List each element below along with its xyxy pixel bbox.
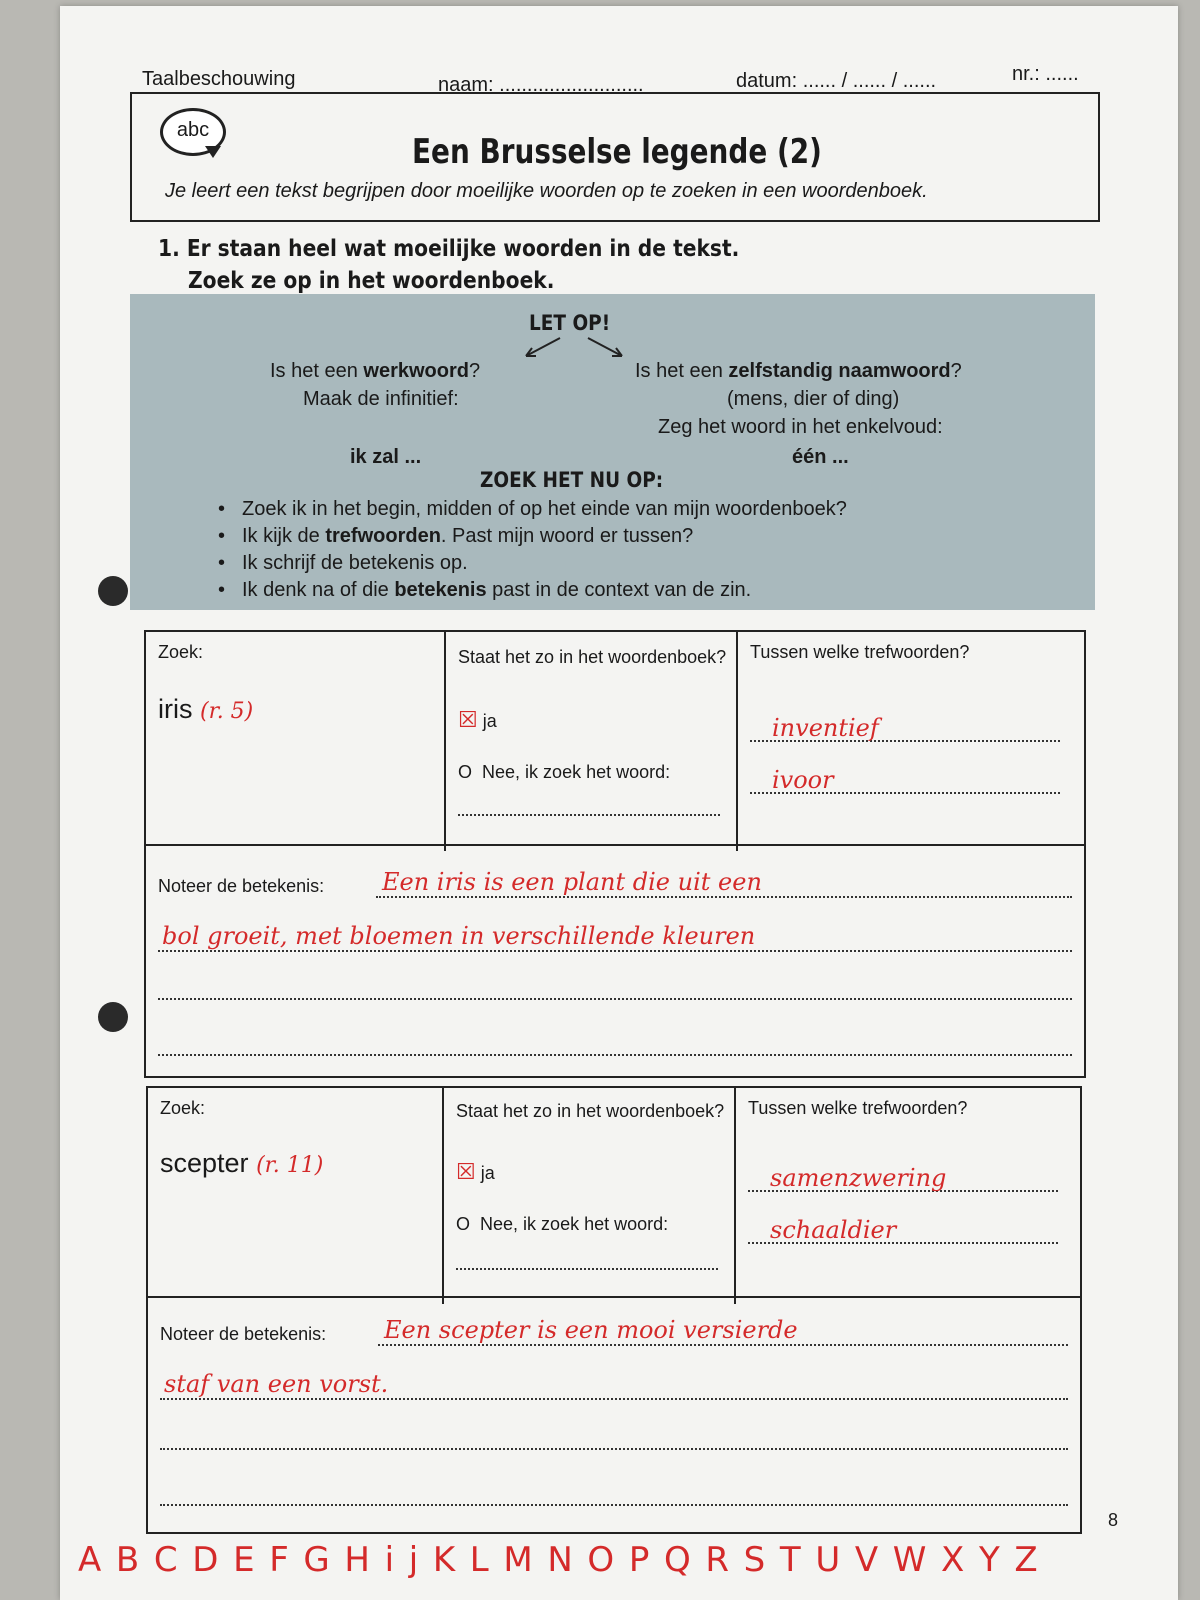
noun-hint: (mens, dier of ding): [727, 388, 900, 410]
headword-line[interactable]: [750, 714, 1060, 742]
noun-example: één ...: [792, 446, 849, 468]
table-divider: [736, 632, 738, 851]
verb-question: Is het een werkwoord?: [270, 360, 481, 382]
date-field: datum: ...... / ...... / ......: [736, 70, 937, 92]
tip-item: • Ik kijk de trefwoorden. Past mijn woord er tussen?: [214, 523, 1074, 550]
table-divider: [148, 1296, 1080, 1298]
option-no[interactable]: O Nee, ik zoek het woord:: [456, 1214, 669, 1234]
alphabet-letter: Y: [978, 1540, 1000, 1580]
headword-line[interactable]: [748, 1216, 1058, 1244]
alphabet-letter: Q: [663, 1540, 691, 1580]
punch-hole: [98, 1002, 128, 1032]
alphabet-letter: L: [469, 1540, 489, 1580]
checked-mark-icon: ☒: [458, 708, 478, 733]
dictionary-question: Staat het zo in het woordenboek?: [458, 647, 727, 667]
meaning-label: Noteer de betekenis:: [160, 1324, 327, 1344]
headword-answer: ivoor: [772, 766, 834, 794]
noun-question: Is het een zelfstandig naamwoord?: [635, 360, 962, 382]
headword-answer: schaaldier: [770, 1216, 897, 1244]
table-divider: [442, 1088, 444, 1304]
alphabet-letter: G: [303, 1540, 330, 1580]
punch-hole: [98, 576, 128, 606]
alphabet-letter: T: [779, 1540, 801, 1580]
exercise-subheading: Zoek ze op in het woordenboek.: [188, 268, 555, 294]
noun-instruction: Zeg het woord in het enkelvoud:: [658, 416, 943, 438]
meaning-line[interactable]: [158, 978, 1072, 1000]
lookup-table-2: [146, 1086, 1082, 1534]
exercise-heading: 1. Er staan heel wat moeilijke woorden in de tekst.: [158, 236, 740, 262]
meaning-line[interactable]: [160, 1484, 1068, 1506]
alphabet-letter: O: [587, 1540, 615, 1580]
alphabet-letter: W: [892, 1540, 927, 1580]
meaning-line[interactable]: [376, 868, 1072, 898]
headword-answer: inventief: [772, 714, 879, 742]
alphabet-letter: R: [705, 1540, 730, 1580]
headword-answer: samenzwering: [770, 1164, 947, 1192]
radio-circle-icon: O: [456, 1214, 471, 1234]
lookup-table-1: [144, 630, 1086, 1078]
meaning-line[interactable]: [160, 1370, 1068, 1400]
dictionary-question: Staat het zo in het woordenboek?: [456, 1101, 725, 1121]
meaning-line[interactable]: [160, 1428, 1068, 1450]
meaning-answer: bol groeit, met bloemen in verschillende kleuren: [162, 922, 756, 950]
meaning-answer: Een iris is een plant die uit een: [382, 868, 762, 896]
meaning-line[interactable]: [158, 1034, 1072, 1056]
zoek-label: Zoek:: [160, 1098, 206, 1118]
alphabet-letter: F: [269, 1540, 289, 1580]
alphabet-letter: V: [854, 1540, 879, 1580]
alphabet-letter: X: [941, 1540, 965, 1580]
name-field: naam: ..........................: [438, 74, 644, 96]
verb-example: ik zal ...: [350, 446, 422, 468]
alphabet-letter: H: [344, 1540, 370, 1580]
arrows-icon: [520, 334, 630, 362]
search-now-heading: ZOEK HET NU OP:: [480, 468, 664, 492]
let-op-label: LET OP!: [529, 311, 611, 335]
option-yes[interactable]: ☒ ja: [458, 708, 497, 733]
alphabet-letter: P: [628, 1540, 650, 1580]
alphabet-letter: M: [503, 1540, 533, 1580]
alphabet-letter: E: [233, 1540, 255, 1580]
alphabet-letter: Z: [1014, 1540, 1038, 1580]
answer-line[interactable]: [458, 814, 720, 816]
alphabet-letter: N: [547, 1540, 573, 1580]
search-word: scepter (r. 11): [160, 1148, 324, 1178]
page-subtitle: Je leert een tekst begrijpen door moeilijke woorden op te zoeken in een woordenboek.: [165, 180, 928, 202]
meaning-line[interactable]: [158, 922, 1072, 952]
between-question: Tussen welke trefwoorden?: [748, 1098, 968, 1118]
alphabet-letter: D: [192, 1540, 219, 1580]
radio-circle-icon: O: [458, 762, 473, 782]
meaning-answer: staf van een vorst.: [164, 1370, 389, 1398]
option-yes[interactable]: ☒ ja: [456, 1160, 495, 1185]
bubble-tail: [205, 146, 221, 158]
alphabet-letter: j: [408, 1540, 419, 1580]
zoek-label: Zoek:: [158, 642, 204, 662]
answer-line[interactable]: [456, 1268, 718, 1270]
headword-line[interactable]: [750, 766, 1060, 794]
headword-line[interactable]: [748, 1164, 1058, 1192]
alphabet-letter: i: [384, 1540, 395, 1580]
handwritten-alphabet: [78, 1540, 1038, 1580]
subject-label: Taalbeschouwing: [142, 68, 296, 90]
checked-mark-icon: ☒: [456, 1160, 476, 1185]
alphabet-letter: K: [432, 1540, 456, 1580]
meaning-answer: Een scepter is een mooi versierde: [384, 1316, 798, 1344]
table-divider: [734, 1088, 736, 1304]
page-title: Een Brusselse legende (2): [412, 132, 822, 172]
search-word: iris (r. 5): [158, 694, 254, 724]
alphabet-letter: A: [78, 1540, 102, 1580]
line-reference: (r. 5): [200, 699, 254, 724]
number-field: nr.: ......: [1012, 63, 1079, 85]
alphabet-letter: B: [115, 1540, 140, 1580]
alphabet-letter: C: [153, 1540, 178, 1580]
verb-instruction: Maak de infinitief:: [303, 388, 459, 410]
page-number: 8: [1108, 1510, 1119, 1530]
option-no[interactable]: O Nee, ik zoek het woord:: [458, 762, 671, 782]
tip-item: • Ik schrijf de betekenis op.: [214, 550, 1074, 577]
table-divider: [146, 844, 1084, 846]
meaning-label: Noteer de betekenis:: [158, 876, 325, 896]
tip-item: • Zoek ik in het begin, midden of op het einde van mijn woordenboek?: [214, 496, 1074, 523]
tip-list: [214, 496, 1074, 604]
between-question: Tussen welke trefwoorden?: [750, 642, 970, 662]
meaning-line[interactable]: [378, 1316, 1068, 1346]
alphabet-letter: S: [743, 1540, 766, 1580]
line-reference: (r. 11): [256, 1153, 324, 1178]
badge-text: abc: [176, 119, 210, 141]
table-divider: [444, 632, 446, 851]
alphabet-letter: U: [815, 1540, 841, 1580]
tip-item: • Ik denk na of die betekenis past in de context van de zin.: [214, 577, 1074, 604]
